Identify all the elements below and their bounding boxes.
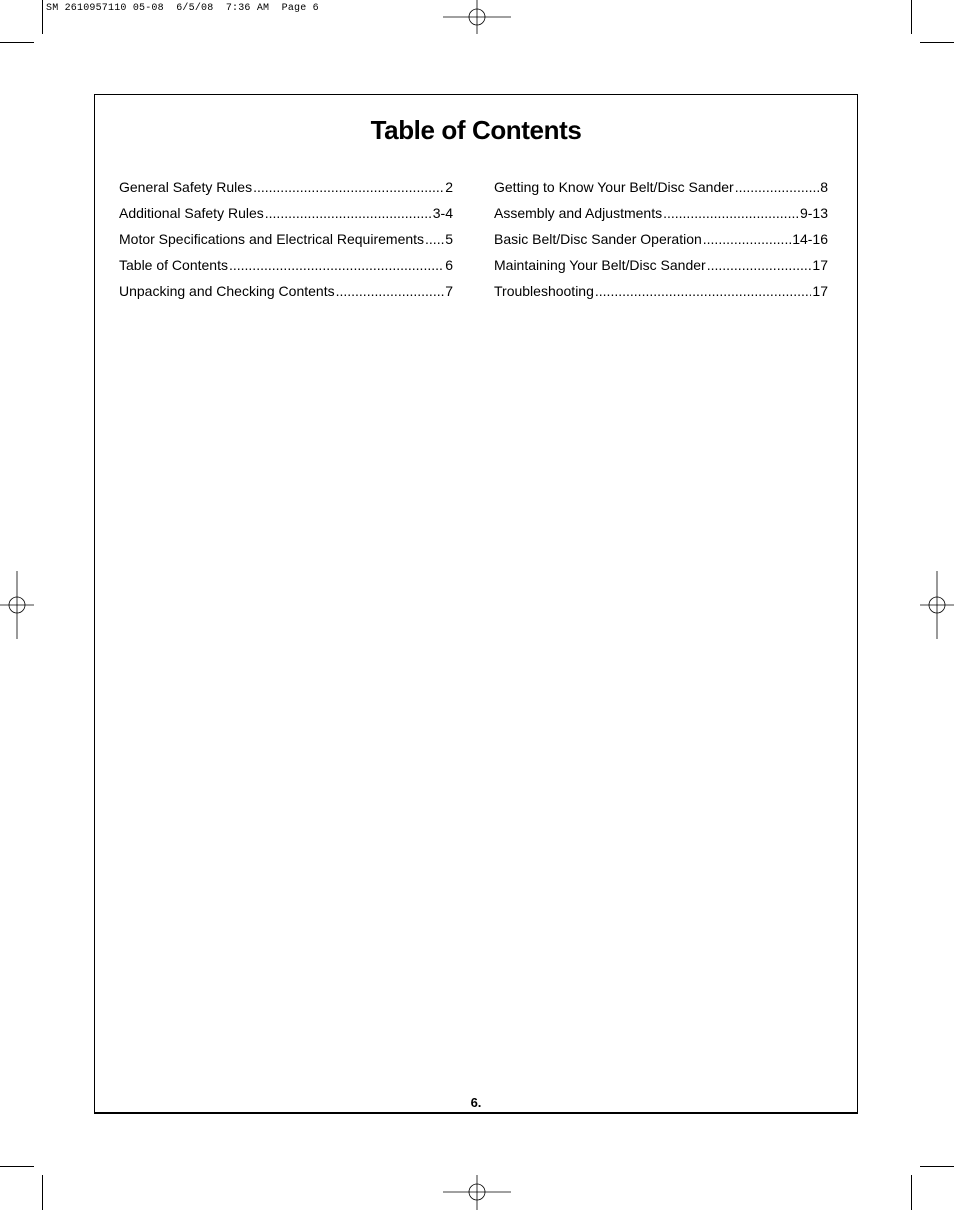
toc-entry <box>494 256 828 282</box>
toc-dot-leader <box>425 230 444 248</box>
toc-entry-label: Getting to Know Your Belt/Disc Sander <box>494 179 734 195</box>
toc-entry-label: Table of Contents <box>119 257 228 273</box>
toc-entry-page: 6 <box>445 257 453 273</box>
toc-entry <box>494 204 828 230</box>
toc-entry-label: Motor Specifications and Electrical Requirements <box>119 231 425 247</box>
toc-entry-page: 3-4 <box>432 205 453 221</box>
toc-column-right <box>494 178 828 308</box>
toc-entry-page: 5 <box>445 231 453 247</box>
page-number: 6. <box>470 1095 482 1110</box>
print-slug: SM 2610957110 05-08 6/5/08 7:36 AM Page 6 <box>46 3 319 14</box>
toc-entry-label: Unpacking and Checking Contents <box>119 283 335 299</box>
toc-entry-label: Assembly and Adjustments <box>494 205 663 221</box>
toc-dot-leader <box>336 282 445 300</box>
toc-entry <box>119 256 453 282</box>
toc-entry-label: Additional Safety Rules <box>119 205 264 221</box>
toc-entry <box>494 178 828 204</box>
registration-mark-top <box>443 0 511 34</box>
toc-entry <box>119 230 453 256</box>
toc-entry-page: 9-13 <box>799 205 828 221</box>
toc-entry-page: 14-16 <box>792 231 828 247</box>
toc-entry-page: 17 <box>812 283 828 299</box>
toc-dot-leader <box>703 230 791 248</box>
toc-entry <box>119 282 453 308</box>
page-title: Table of Contents <box>370 115 582 145</box>
registration-mark-left <box>0 571 34 639</box>
registration-mark-bottom <box>443 1175 511 1210</box>
toc-entry-page: 17 <box>812 257 828 273</box>
toc-entry-label: Troubleshooting <box>494 283 594 299</box>
toc-entry-label: Basic Belt/Disc Sander Operation <box>494 231 702 247</box>
toc-entry <box>119 178 453 204</box>
toc-entry-page: 2 <box>445 179 453 195</box>
toc-entry-label: Maintaining Your Belt/Disc Sander <box>494 257 706 273</box>
toc-dot-leader <box>229 256 444 274</box>
toc-dot-leader <box>735 178 820 196</box>
page-frame <box>94 94 858 1114</box>
toc-dot-leader <box>265 204 432 222</box>
toc-entry-page: 8 <box>820 179 828 195</box>
toc-dot-leader <box>253 178 444 196</box>
toc-entry-label: General Safety Rules <box>119 179 253 195</box>
toc-dot-leader <box>595 282 812 300</box>
toc-entry-page: 7 <box>445 283 453 299</box>
toc-entry <box>119 204 453 230</box>
toc-column-left <box>119 178 453 308</box>
toc-dot-leader <box>707 256 812 274</box>
toc-dot-leader <box>663 204 799 222</box>
toc-entry <box>494 282 828 308</box>
registration-mark-right <box>920 571 954 639</box>
toc-entry <box>494 230 828 256</box>
